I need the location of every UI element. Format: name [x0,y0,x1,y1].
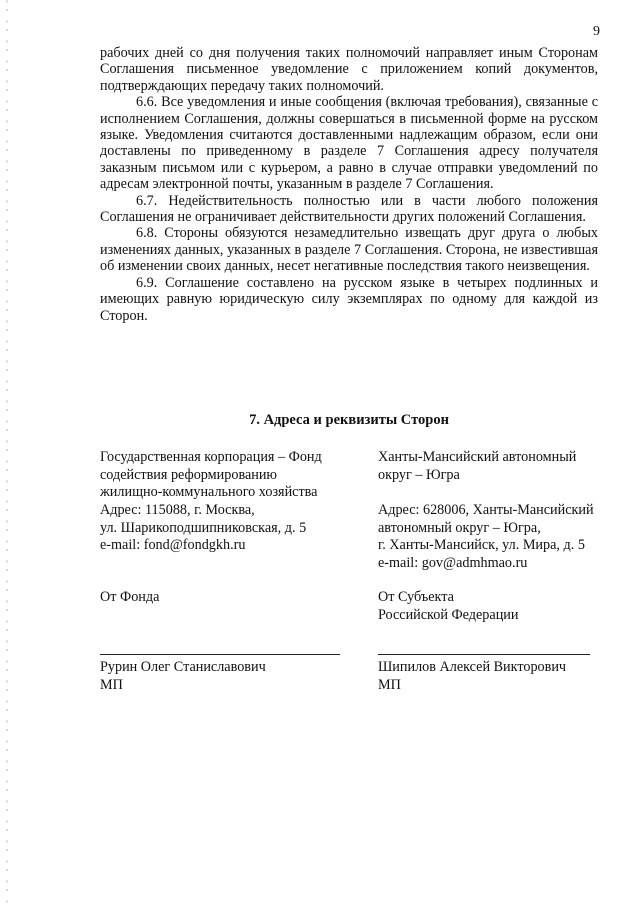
left-org-line: содействия реформированию [100,466,278,483]
left-seal-label: МП [100,676,123,693]
right-address-line: автономный округ – Югра, [378,519,541,536]
paragraph-6-7: 6.7. Недействительность полностью или в части любого положения Соглашения не ограничивает действительности других положений Соглашения. [100,192,598,226]
right-org-line: Ханты-Мансийский автономный [378,449,577,465]
right-from-label: Российской Федерации [378,606,519,623]
right-party-organization [378,449,608,484]
paragraph-6-8: 6.8. Стороны обязуются незамедлительно извещать друг друга о любых изменениях данных, указанных в разделе 7 Соглашения. Сторона, не известившая об изменении своих данных, несет негативные последствия такого неизвещения. [100,225,598,275]
right-seal-label: МП [378,676,401,693]
right-signer-name: Шипилов Алексей Викторович [378,659,567,675]
right-signature-line [378,654,590,655]
agreement-body [100,45,598,324]
left-party-organization [100,449,360,502]
left-email: e-mail: fond@fondgkh.ru [100,537,246,553]
scan-edge-artifact [6,0,8,905]
left-org-line: Государственная корпорация – Фонд [100,449,322,465]
right-party-from [378,589,608,624]
page-number: 9 [593,24,600,39]
left-signature-line [100,654,340,655]
right-email: e-mail: gov@admhmao.ru [378,554,528,571]
right-party-address [378,502,608,572]
right-address-line: Адрес: 628006, Ханты-Мансийский [378,502,594,518]
left-address-line: ул. Шарикоподшипниковская, д. 5 [100,519,307,536]
right-from-label: От Субъекта [378,589,454,605]
paragraph-6-9: 6.9. Соглашение составлено на русском языке в четырех подлинных и имеющих равную юридическую силу экземплярах по одному для каждой из Сторон. [100,274,598,324]
section-title: 7. Адреса и реквизиты Сторон [249,412,449,428]
right-signer-block [378,659,608,694]
left-signer-name: Рурин Олег Станиславович [100,659,266,675]
left-signer-block [100,659,360,694]
left-party-address [100,502,360,555]
left-org-line: жилищно-коммунального хозяйства [100,484,318,500]
right-org-line: округ – Югра [378,466,460,483]
left-from-label: От Фонда [100,589,160,605]
left-address-line: Адрес: 115088, г. Москва, [100,502,255,518]
right-address-line: г. Ханты-Мансийск, ул. Мира, д. 5 [378,537,585,553]
paragraph-continuation: рабочих дней со дня получения таких полномочий направляет иным Сторонам Соглашения письменное уведомление с приложением копий документов, подтверждающих передачу таких полномочий. [100,45,598,94]
left-party-from [100,589,360,607]
paragraph-6-6: 6.6. Все уведомления и иные сообщения (включая требования), связанные с исполнением Соглашения, должны совершаться в письменной форме на русском языке. Уведомления считаются доставленными надлежащим образом, если они доставлены по приведенному в разделе 7 Соглашения адресу получателя заказным письмом или с курьером, а равно в случае отправки уведомлений по адресам электронной почты, указанным в разделе 7 Соглашения. [100,94,598,193]
